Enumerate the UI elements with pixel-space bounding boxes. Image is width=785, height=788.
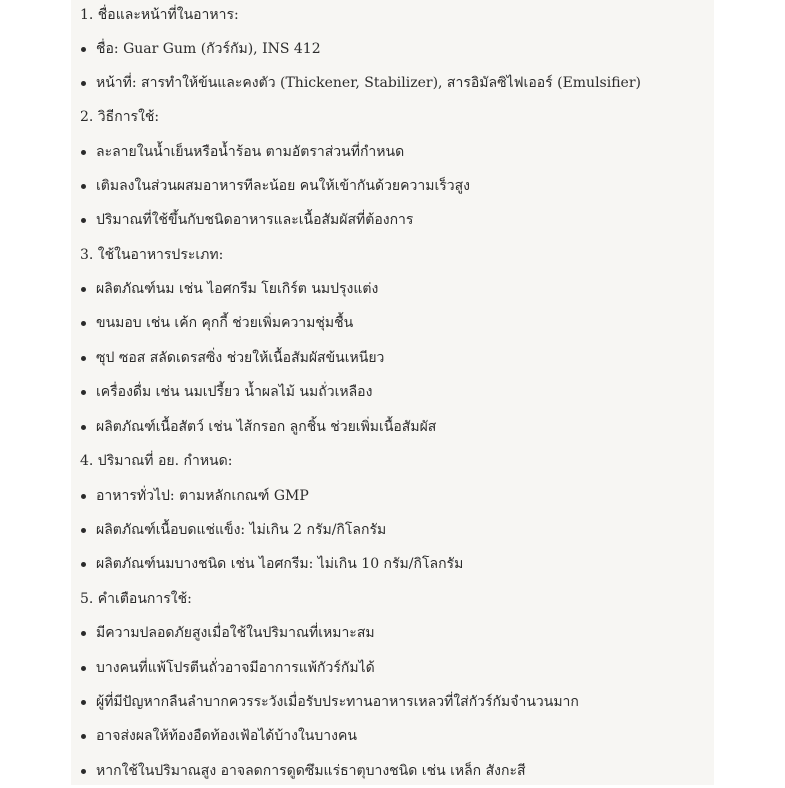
- list-item: [71, 719, 714, 753]
- section-heading: 3. ใช้ในอาหารประเภท:: [80, 247, 224, 263]
- list-item: [71, 479, 714, 513]
- section-heading: 5. คำเตือนการใช้:: [80, 591, 192, 607]
- list-item: [71, 135, 714, 169]
- bullet-icon: [81, 734, 86, 739]
- list-item: [71, 513, 714, 547]
- section-heading: 2. วิธีการใช้:: [80, 109, 160, 125]
- list-item-text: ผลิตภัณฑ์นมบางชนิด เช่น ไอศกรีม: ไม่เกิน 10 กรัม/กิโลกรัม: [96, 556, 464, 572]
- list-item: [71, 685, 714, 719]
- list-item: [71, 66, 714, 100]
- list-item: [71, 651, 714, 685]
- list-item-text: หน้าที่: สารทำให้ข้นและคงตัว (Thickener, Stabilizer), สารอิมัลซิไฟเออร์ (Emulsifier): [96, 75, 641, 91]
- list-item-text: อาจส่งผลให้ท้องอืดท้องเฟ้อได้บ้างในบางคน: [96, 728, 357, 744]
- bullet-icon: [81, 666, 86, 671]
- list-item-text: เครื่องดื่ม เช่น นมเปรี้ยว น้ำผลไม้ นมถั่วเหลือง: [96, 384, 373, 400]
- bullet-icon: [81, 631, 86, 636]
- list-item-text: มีความปลอดภัยสูงเมื่อใช้ในปริมาณที่เหมาะสม: [96, 625, 375, 641]
- bullet-icon: [81, 47, 86, 52]
- bullet-icon: [81, 321, 86, 326]
- list-item-text: ผลิตภัณฑ์นม เช่น ไอศกรีม โยเกิร์ต นมปรุงแต่ง: [96, 281, 379, 297]
- list-item: [71, 754, 714, 788]
- list-item-text: ปริมาณที่ใช้ขึ้นกับชนิดอาหารและเนื้อสัมผัสที่ต้องการ: [96, 212, 414, 228]
- list-item-text: ผลิตภัณฑ์เนื้อสัตว์ เช่น ไส้กรอก ลูกชิ้น ช่วยเพิ่มเนื้อสัมผัส: [96, 419, 437, 435]
- list-item: [71, 169, 714, 203]
- list-item-text: ผู้ที่มีปัญหากลืนลำบากควรระวังเมื่อรับประทานอาหารเหลวที่ใส่กัวร์กัมจำนวนมาก: [96, 694, 579, 710]
- section-heading: 1. ชื่อและหน้าที่ในอาหาร:: [80, 7, 239, 23]
- bullet-icon: [81, 287, 86, 292]
- list-item-text: เติมลงในส่วนผสมอาหารทีละน้อย คนให้เข้ากันด้วยความเร็วสูง: [96, 178, 471, 194]
- list-item-text: บางคนที่แพ้โปรตีนถั่วอาจมีอาการแพ้กัวร์กัมได้: [96, 660, 375, 676]
- list-item-text: ชื่อ: Guar Gum (กัวร์กัม), INS 412: [96, 41, 321, 57]
- list-item-text: ขนมอบ เช่น เค้ก คุกกี้ ช่วยเพิ่มความชุ่มชื้น: [96, 315, 354, 331]
- bullet-icon: [81, 184, 86, 189]
- list-item: [71, 272, 714, 306]
- bullet-icon: [81, 562, 86, 567]
- section-heading: 4. ปริมาณที่ อย. กำหนด:: [80, 453, 233, 469]
- list-item-text: ซุป ซอส สลัดเดรสซิ่ง ช่วยให้เนื้อสัมผัสข้นเหนียว: [96, 350, 385, 366]
- list-item: [71, 306, 714, 340]
- bullet-icon: [81, 494, 86, 499]
- bullet-icon: [81, 769, 86, 774]
- list-item: [71, 547, 714, 581]
- list-item-text: ผลิตภัณฑ์เนื้อบดแช่แข็ง: ไม่เกิน 2 กรัม/กิโลกรัม: [96, 522, 387, 538]
- bullet-icon: [81, 700, 86, 705]
- list-item-text: หากใช้ในปริมาณสูง อาจลดการดูดซึมแร่ธาตุบางชนิด เช่น เหล็ก สังกะสี: [96, 763, 526, 779]
- content-panel: [71, 0, 714, 785]
- list-item-text: ละลายในน้ำเย็นหรือน้ำร้อน ตามอัตราส่วนที่กำหนด: [96, 144, 405, 160]
- bullet-icon: [81, 218, 86, 223]
- bullet-icon: [81, 425, 86, 430]
- list-item: [71, 410, 714, 444]
- bullet-icon: [81, 81, 86, 86]
- list-item: [71, 32, 714, 66]
- list-item: [71, 203, 714, 237]
- bullet-icon: [81, 150, 86, 155]
- bullet-icon: [81, 390, 86, 395]
- list-item: [71, 341, 714, 375]
- list-item: [71, 616, 714, 650]
- list-item-text: อาหารทั่วไป: ตามหลักเกณฑ์ GMP: [96, 488, 309, 504]
- bullet-icon: [81, 356, 86, 361]
- bullet-icon: [81, 528, 86, 533]
- list-item: [71, 375, 714, 409]
